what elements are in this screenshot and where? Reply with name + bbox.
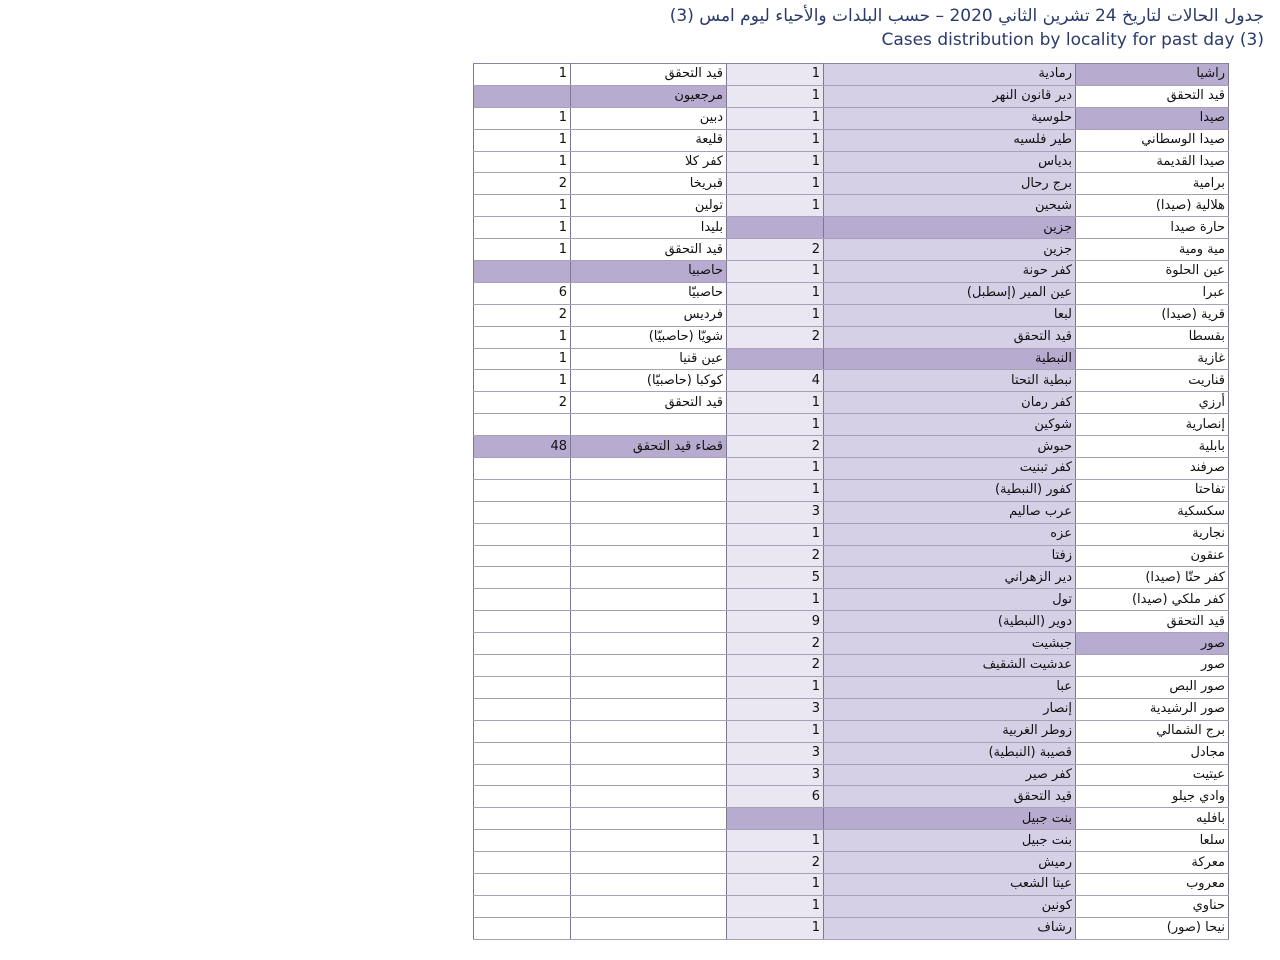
case-count: 2 [727,655,824,677]
table-row [474,764,1229,786]
table-row [474,808,1229,830]
locality-name: كفر صير [824,764,1076,786]
case-count [474,895,571,917]
case-count: 2 [474,392,571,414]
table-row [474,873,1229,895]
locality-name: قيد التحقق [571,239,727,261]
locality-name: دير الزهراني [824,567,1076,589]
locality-name: إنصارية [1076,414,1229,436]
locality-name: نيحا (صور) [1076,917,1229,939]
district-header: حاصبيا [571,261,727,283]
case-count: 1 [727,304,824,326]
case-count [474,458,571,480]
locality-name: عيتيت [1076,764,1229,786]
table-row [474,195,1229,217]
table-row [474,523,1229,545]
table-row [474,282,1229,304]
case-count: 1 [727,129,824,151]
case-count: 1 [727,523,824,545]
district-header: جزين [824,217,1076,239]
locality-name: عين قنيا [571,348,727,370]
locality-name: رميش [824,852,1076,874]
table-row [474,64,1229,86]
case-count: 1 [727,676,824,698]
case-count: 1 [474,217,571,239]
cases-table [473,63,1229,940]
locality-name: رمادية [824,64,1076,86]
case-count [474,676,571,698]
case-count [474,611,571,633]
table-row [474,742,1229,764]
table-row [474,173,1229,195]
locality-name: سلعا [1076,830,1229,852]
locality-name [571,633,727,655]
table-row [474,326,1229,348]
locality-name: إنصار [824,698,1076,720]
case-count [474,261,571,283]
locality-name: قناريت [1076,370,1229,392]
case-count [474,852,571,874]
table-row [474,567,1229,589]
locality-name: عيتا الشعب [824,873,1076,895]
locality-name [571,589,727,611]
cases-table-body [474,64,1229,940]
locality-name [571,764,727,786]
case-count [474,742,571,764]
locality-name: عبا [824,676,1076,698]
table-row [474,458,1229,480]
locality-name: رشاف [824,917,1076,939]
locality-name: شوكين [824,414,1076,436]
case-count [474,808,571,830]
table-row [474,348,1229,370]
case-count: 1 [727,64,824,86]
locality-name: كفر تبنيت [824,458,1076,480]
locality-name: قيد التحقق [1076,85,1229,107]
locality-name: بليدا [571,217,727,239]
locality-name: مية ومية [1076,239,1229,261]
table-row [474,852,1229,874]
locality-name: كفر ملكي (صيدا) [1076,589,1229,611]
case-count: 1 [727,873,824,895]
locality-name [571,567,727,589]
locality-name: عدشيت الشقيف [824,655,1076,677]
locality-name [571,742,727,764]
locality-name: حاصبيّا [571,282,727,304]
case-count: 1 [727,479,824,501]
locality-name: صور البص [1076,676,1229,698]
district-header: راشيا [1076,64,1229,86]
case-count: 1 [727,85,824,107]
district-header: صيدا [1076,107,1229,129]
table-row [474,786,1229,808]
locality-name: بافليه [1076,808,1229,830]
locality-name: معركة [1076,852,1229,874]
case-count [727,348,824,370]
table-row [474,129,1229,151]
locality-name: جزين [824,239,1076,261]
table-row [474,917,1229,939]
locality-name: قيد التحقق [571,392,727,414]
locality-name: قبريخا [571,173,727,195]
locality-name: بدياس [824,151,1076,173]
district-header: بنت جبيل [824,808,1076,830]
locality-name: حناوي [1076,895,1229,917]
case-count: 1 [727,720,824,742]
case-count [474,917,571,939]
case-count: 3 [727,764,824,786]
case-count: 2 [727,326,824,348]
table-row [474,611,1229,633]
locality-name: قيد التحقق [1076,611,1229,633]
case-count [474,545,571,567]
locality-name: صور [1076,655,1229,677]
locality-name: دوير (النبطية) [824,611,1076,633]
case-count: 1 [727,458,824,480]
locality-name: زوطر الغربية [824,720,1076,742]
table-row [474,545,1229,567]
locality-name: معروب [1076,873,1229,895]
case-count: 1 [474,64,571,86]
table-row [474,589,1229,611]
locality-name: تولين [571,195,727,217]
locality-name: شيحين [824,195,1076,217]
locality-name: هلالية (صيدا) [1076,195,1229,217]
case-count [474,873,571,895]
locality-name: غازية [1076,348,1229,370]
locality-name: دير قانون النهر [824,85,1076,107]
report-title-arabic: جدول الحالات لتاريخ 24 تشرين الثاني 2020 – حسب البلدات والأحياء ليوم امس (3) [669,6,1264,26]
locality-name [571,917,727,939]
locality-name [571,720,727,742]
case-count: 1 [474,348,571,370]
locality-name: نجارية [1076,523,1229,545]
table-row [474,414,1229,436]
locality-name [571,676,727,698]
locality-name: صرفند [1076,458,1229,480]
case-count: 1 [474,239,571,261]
case-count: 1 [727,917,824,939]
locality-name: عنقون [1076,545,1229,567]
locality-name: كونين [824,895,1076,917]
locality-name: صيدا القديمة [1076,151,1229,173]
district-header: النبطية [824,348,1076,370]
locality-name: كفور (النبطية) [824,479,1076,501]
case-count: 1 [474,151,571,173]
locality-name [571,458,727,480]
locality-name: بنت جبيل [824,830,1076,852]
case-count: 3 [727,742,824,764]
case-count [474,479,571,501]
locality-name: قيد التحقق [824,326,1076,348]
locality-name: عبرا [1076,282,1229,304]
locality-name [571,479,727,501]
table-row [474,633,1229,655]
case-count [474,633,571,655]
locality-name: قصيبة (النبطية) [824,742,1076,764]
case-count: 1 [727,830,824,852]
table-row [474,698,1229,720]
locality-name [571,698,727,720]
case-count: 1 [727,282,824,304]
locality-name: أرزي [1076,392,1229,414]
locality-name: برج الشمالي [1076,720,1229,742]
case-count: 2 [727,239,824,261]
table-row [474,217,1229,239]
case-count: 2 [474,304,571,326]
case-count: 1 [727,107,824,129]
locality-name: نبطية التحتا [824,370,1076,392]
table-row [474,720,1229,742]
locality-name: برج رحال [824,173,1076,195]
locality-name: قيد التحقق [571,64,727,86]
report-title-english: Cases distribution by locality for past day (3) [881,30,1264,50]
locality-name [571,611,727,633]
case-count [474,786,571,808]
table-row [474,261,1229,283]
locality-name: صيدا الوسطاني [1076,129,1229,151]
case-count [474,830,571,852]
locality-name: كفر حونة [824,261,1076,283]
locality-name [571,786,727,808]
case-count: 1 [727,895,824,917]
case-count: 2 [727,633,824,655]
locality-name: وادي جيلو [1076,786,1229,808]
case-count [474,523,571,545]
case-count [474,414,571,436]
locality-name [571,830,727,852]
locality-name: بابلية [1076,436,1229,458]
case-count [474,567,571,589]
table-row [474,479,1229,501]
table-row [474,304,1229,326]
locality-name: مجادل [1076,742,1229,764]
case-count [474,655,571,677]
district-header: قضاء قيد التحقق [571,436,727,458]
table-row [474,676,1229,698]
case-count: 9 [727,611,824,633]
locality-name: برامية [1076,173,1229,195]
case-count [474,589,571,611]
locality-name [571,873,727,895]
locality-name: سكسكية [1076,501,1229,523]
locality-name: تول [824,589,1076,611]
case-count [474,85,571,107]
case-count: 4 [727,370,824,392]
locality-name: قيد التحقق [824,786,1076,808]
case-count: 2 [727,545,824,567]
case-count: 1 [727,589,824,611]
table-row [474,239,1229,261]
locality-name: بقسطا [1076,326,1229,348]
locality-name: شويّا (حاصبيّا) [571,326,727,348]
table-row [474,151,1229,173]
locality-name [571,414,727,436]
locality-name: عين الحلوة [1076,261,1229,283]
case-count: 1 [727,414,824,436]
locality-name: لبعا [824,304,1076,326]
locality-name: دبين [571,107,727,129]
case-count [474,698,571,720]
table-row [474,107,1229,129]
case-count [727,217,824,239]
case-count: 2 [727,436,824,458]
district-header: صور [1076,633,1229,655]
locality-name: حبوش [824,436,1076,458]
locality-name [571,545,727,567]
case-count: 6 [727,786,824,808]
case-count: 1 [727,151,824,173]
table-row [474,392,1229,414]
case-count: 1 [474,195,571,217]
locality-name: زفتا [824,545,1076,567]
district-header: مرجعيون [571,85,727,107]
case-count: 3 [727,501,824,523]
case-count: 2 [727,852,824,874]
case-count: 1 [727,392,824,414]
locality-name: طير فلسيه [824,129,1076,151]
locality-name [571,852,727,874]
table-row [474,830,1229,852]
locality-name [571,501,727,523]
case-count [474,501,571,523]
case-count: 3 [727,698,824,720]
locality-name [571,655,727,677]
table-row [474,501,1229,523]
case-count [727,808,824,830]
case-count: 1 [727,261,824,283]
case-count: 1 [727,173,824,195]
locality-name [571,523,727,545]
locality-name: حارة صيدا [1076,217,1229,239]
table-row [474,895,1229,917]
case-count: 1 [474,370,571,392]
case-count: 2 [474,173,571,195]
locality-name: جبشيت [824,633,1076,655]
locality-name: عرب صاليم [824,501,1076,523]
case-count: 48 [474,436,571,458]
locality-name: تفاحتا [1076,479,1229,501]
locality-name [571,895,727,917]
table-row [474,436,1229,458]
locality-name: صور الرشيدية [1076,698,1229,720]
table-row [474,655,1229,677]
case-count: 6 [474,282,571,304]
table-row [474,370,1229,392]
locality-name: كفر كلا [571,151,727,173]
case-count: 1 [474,129,571,151]
locality-name: كفر حتّا (صيدا) [1076,567,1229,589]
locality-name: عين المير (إسطبل) [824,282,1076,304]
locality-name: قرية (صيدا) [1076,304,1229,326]
table-row [474,85,1229,107]
locality-name: قليعة [571,129,727,151]
case-count [474,764,571,786]
case-count: 1 [474,107,571,129]
locality-name: كوكبا (حاصبيّا) [571,370,727,392]
locality-name [571,808,727,830]
case-count: 5 [727,567,824,589]
locality-name: حلوسية [824,107,1076,129]
locality-name: كفر رمان [824,392,1076,414]
locality-name: عزه [824,523,1076,545]
locality-name: فرديس [571,304,727,326]
case-count [474,720,571,742]
case-count: 1 [474,326,571,348]
case-count: 1 [727,195,824,217]
